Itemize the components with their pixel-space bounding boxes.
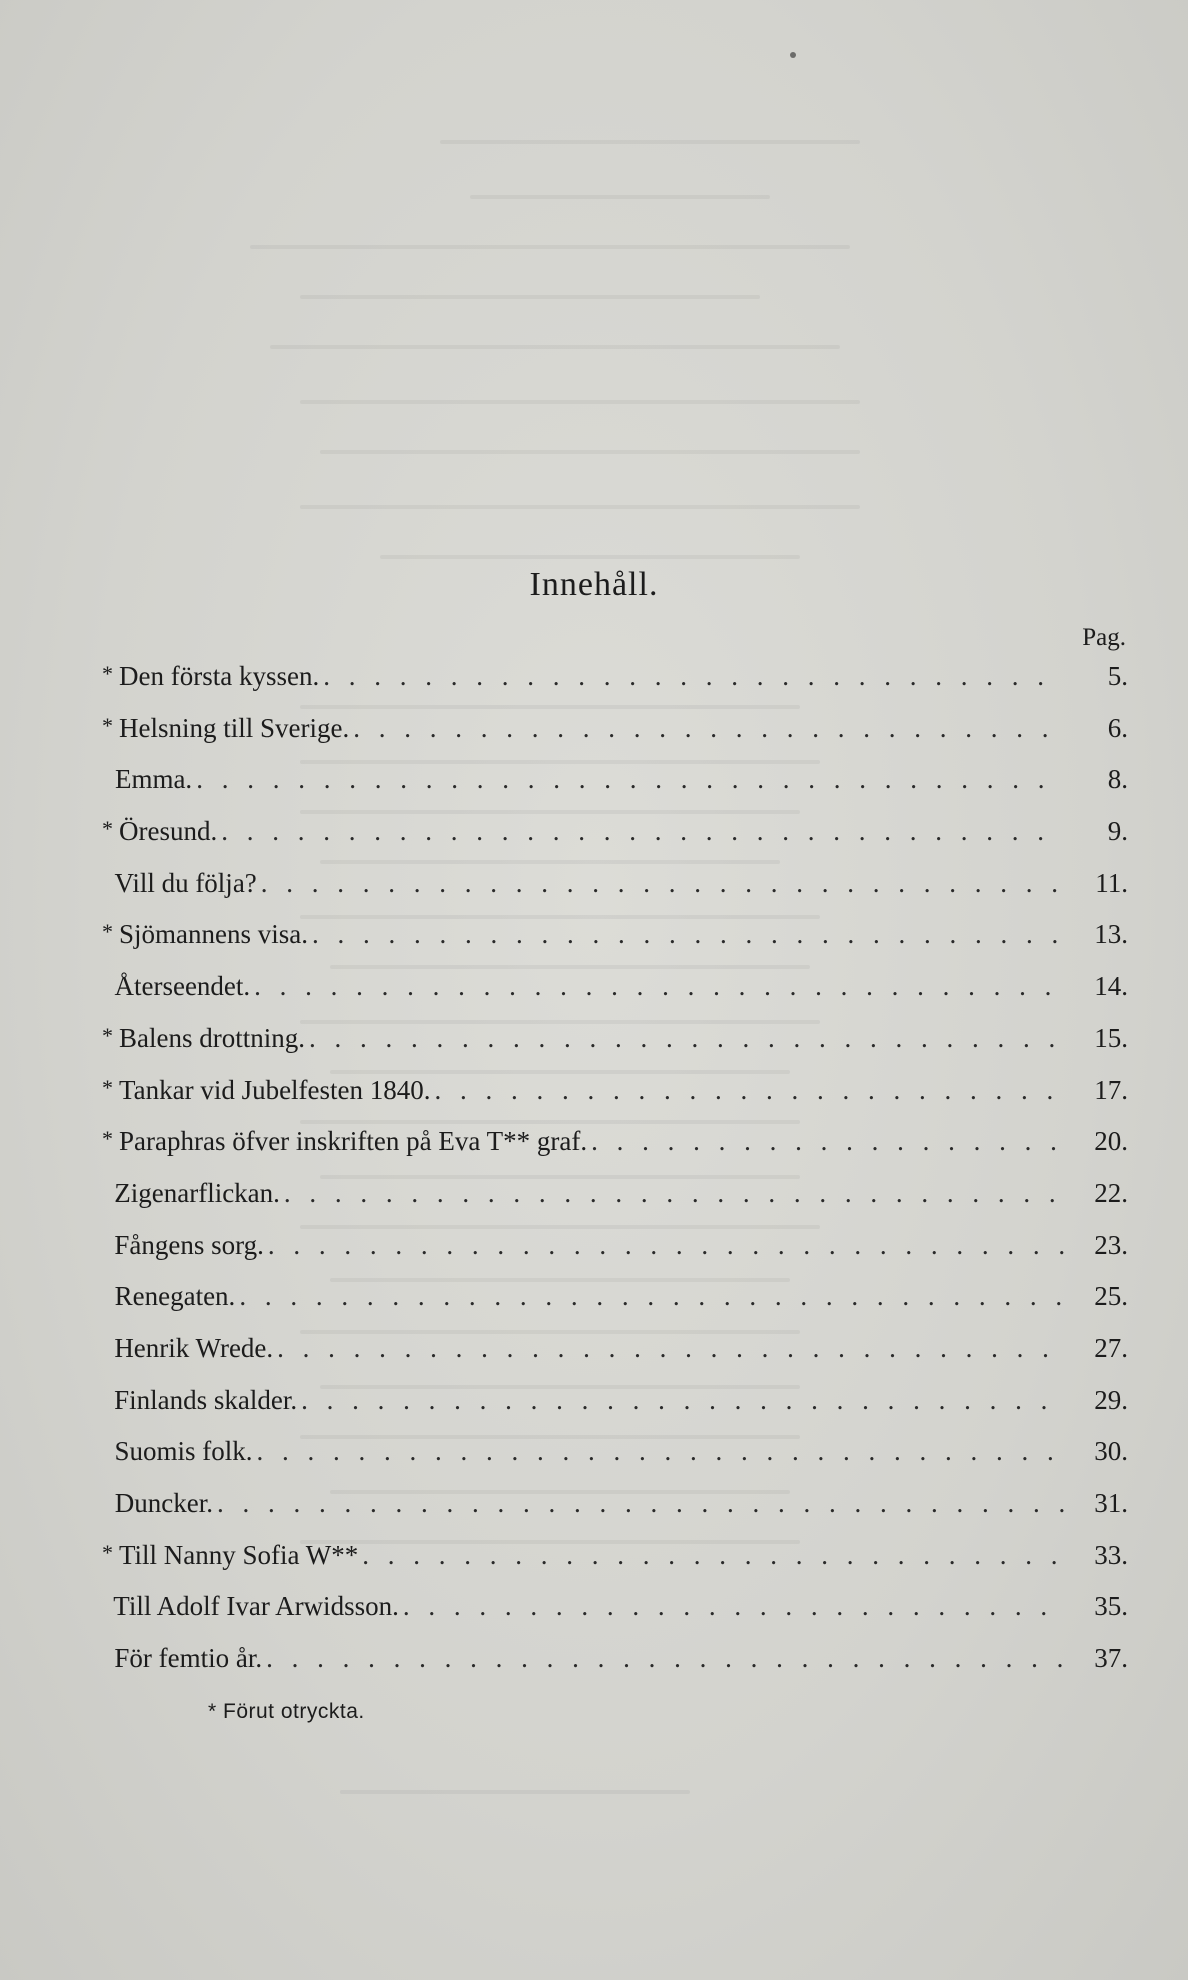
dot-leader [312,919,1064,950]
toc-entry-page: 29. [1094,1384,1128,1415]
dot-leader [196,764,1064,795]
toc-entry-page: 8. [1107,764,1128,795]
dot-leader [323,661,1064,692]
toc-entry [102,971,1128,1023]
toc-entry-page: 30. [1094,1436,1128,1467]
toc-entry-page: 22. [1094,1177,1128,1208]
dot-leader [301,1385,1064,1416]
dot-leader [362,1540,1064,1571]
toc-entry [102,868,1128,920]
toc-entry-page: 11. [1095,867,1128,898]
unpublished-marker: * [102,712,113,738]
unpublished-marker: * [102,919,113,945]
toc-entry-title: Fångens sorg. [114,1229,264,1260]
dot-leader [266,1643,1064,1674]
toc-entry-title: Återseendet. [114,971,251,1002]
unpublished-marker: * [102,1539,113,1565]
dot-leader [435,1075,1064,1106]
toc-entry [102,1488,1128,1540]
toc-entry-page: 25. [1094,1281,1128,1312]
toc-entry-title: Till Adolf Ivar Arwidsson. [113,1591,399,1622]
dot-leader [217,1488,1064,1519]
table-of-contents [102,661,1128,1695]
toc-entry-page: 23. [1094,1229,1128,1260]
toc-entry-title: Suomis folk. [114,1436,253,1467]
toc-entry-title: Henrik Wrede. [114,1332,274,1363]
dot-leader [268,1230,1064,1261]
toc-entry-title: Emma. [114,764,193,795]
toc-entry-title: För femtio år. [114,1643,263,1674]
toc-entry [102,1178,1128,1230]
toc-entry-title: Renegaten. [114,1281,236,1312]
toc-entry [102,1643,1128,1695]
toc-entry [102,1281,1128,1333]
toc-entry [102,1385,1128,1437]
unpublished-marker: * [102,816,113,842]
dot-leader [239,1281,1064,1312]
unpublished-marker: * [102,661,113,686]
toc-entry [102,1333,1128,1385]
toc-entry [102,919,1128,971]
toc-entry [102,816,1128,868]
toc-entry-page: 6. [1107,712,1128,743]
unpublished-marker: * [102,1022,113,1048]
toc-entry [102,764,1128,816]
toc-entry-title: Paraphras öfver inskriften på Eva T** graf. [119,1126,588,1157]
toc-entry [102,1075,1128,1127]
unpublished-marker: * [102,1126,113,1152]
dot-leader [257,1436,1065,1467]
toc-entry-title: Finlands skalder. [114,1384,298,1415]
toc-entry [102,1126,1128,1178]
toc-entry [102,1023,1128,1075]
toc-entry-title: Den första kyssen. [119,661,320,691]
print-speck [790,52,796,58]
toc-entry-title: Helsning till Sverige. [119,712,350,743]
dot-leader [254,971,1064,1002]
toc-entry-page: 27. [1094,1332,1128,1363]
toc-entry-title: Balens drottning. [119,1022,305,1053]
page-title: Innehåll. [529,566,659,603]
dot-leader [591,1126,1064,1157]
toc-entry-title: Till Nanny Sofia W** [119,1539,359,1570]
toc-entry-page: 5. [1107,661,1128,691]
toc-entry-page: 37. [1094,1643,1128,1674]
toc-entry-page: 9. [1107,816,1128,847]
dot-leader [353,713,1064,744]
toc-entry-title: Vill du följa? [114,867,257,898]
toc-entry-page: 13. [1094,919,1128,950]
page-column-label: Pag. [1082,624,1126,651]
toc-entry-title: Zigenarflickan. [114,1177,280,1208]
dot-leader [403,1591,1064,1622]
toc-entry-title: Öresund. [119,816,218,847]
toc-entry-title: Tankar vid Jubelfesten 1840. [119,1074,431,1105]
toc-entry-page: 35. [1094,1591,1128,1622]
toc-entry-page: 20. [1094,1126,1128,1157]
toc-entry [102,1540,1128,1592]
toc-entry [102,1436,1128,1488]
toc-entry-page: 14. [1094,971,1128,1002]
footnote: * Förut otryckta. [208,1700,365,1723]
dot-leader [309,1023,1064,1054]
unpublished-marker: * [102,1074,113,1100]
toc-entry [102,1591,1128,1643]
toc-entry [102,713,1128,765]
toc-entry [102,661,1128,713]
toc-entry-page: 33. [1094,1539,1128,1570]
dot-leader [221,816,1064,847]
toc-entry-title: Duncker. [114,1488,213,1518]
toc-entry-title: Sjömannens visa. [119,919,308,950]
toc-entry [102,1230,1128,1282]
toc-entry-page: 17. [1094,1074,1128,1105]
dot-leader [277,1333,1064,1364]
toc-entry-page: 31. [1094,1488,1128,1518]
dot-leader [284,1178,1064,1209]
dot-leader [261,868,1064,899]
toc-entry-page: 15. [1094,1022,1128,1053]
